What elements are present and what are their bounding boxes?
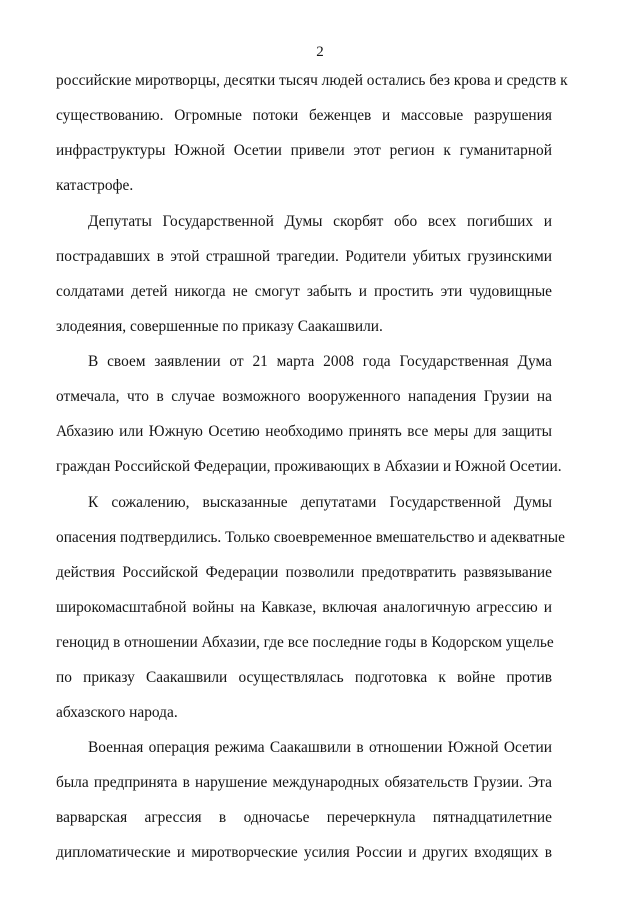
text-line: опасения подтвердились. Только своевременное вмешательство и адекватные	[56, 529, 565, 546]
text-line: злодеяния, совершенные по приказу Саакашвили.	[56, 318, 383, 335]
text-line: граждан Российской Федерации, проживающих в Абхазии и Южной Осетии.	[56, 458, 562, 475]
text-line: катастрофе.	[56, 177, 134, 194]
text-line: широкомасштабной войны на Кавказе, включая аналогичную агрессию и	[56, 599, 552, 616]
text-line: Депутаты Государственной Думы скорбят обо всех погибших и	[88, 213, 552, 230]
text-line: геноцид в отношении Абхазии, где все последние годы в Кодорском ущелье	[56, 634, 554, 651]
text-line: дипломатические и миротворческие усилия России и других входящих в	[56, 844, 552, 861]
text-line: Военная операция режима Саакашвили в отношении Южной Осетии	[88, 739, 552, 756]
text-line: существованию. Огромные потоки беженцев и массовые разрушения	[56, 107, 552, 124]
text-line: солдатами детей никогда не смогут забыть и простить эти чудовищные	[56, 283, 552, 300]
text-line: действия Российской Федерации позволили предотвратить развязывание	[56, 564, 552, 581]
page-number: 2	[316, 44, 324, 60]
text-line: была предпринята в нарушение международных обязательств Грузии. Эта	[56, 774, 552, 791]
text-line: российские миротворцы, десятки тысяч людей остались без крова и средств к	[56, 72, 568, 89]
text-line: абхазского народа.	[56, 704, 178, 721]
text-line: К сожалению, высказанные депутатами Государственной Думы	[88, 494, 552, 511]
text-line: пострадавших в этой страшной трагедии. Родители убитых грузинскими	[56, 248, 552, 265]
text-line: варварская агрессия в одночасье перечеркнула пятнадцатилетние	[56, 809, 552, 826]
text-line: В своем заявлении от 21 марта 2008 года Государственная Дума	[88, 353, 552, 370]
text-line: по приказу Саакашвили осуществлялась подготовка к войне против	[56, 669, 552, 686]
text-line: Абхазию или Южную Осетию необходимо принять все меры для защиты	[56, 423, 552, 440]
text-line: инфраструктуры Южной Осетии привели этот регион к гуманитарной	[56, 142, 552, 159]
text-line: отмечала, что в случае возможного вооруженного нападения Грузии на	[56, 388, 552, 405]
